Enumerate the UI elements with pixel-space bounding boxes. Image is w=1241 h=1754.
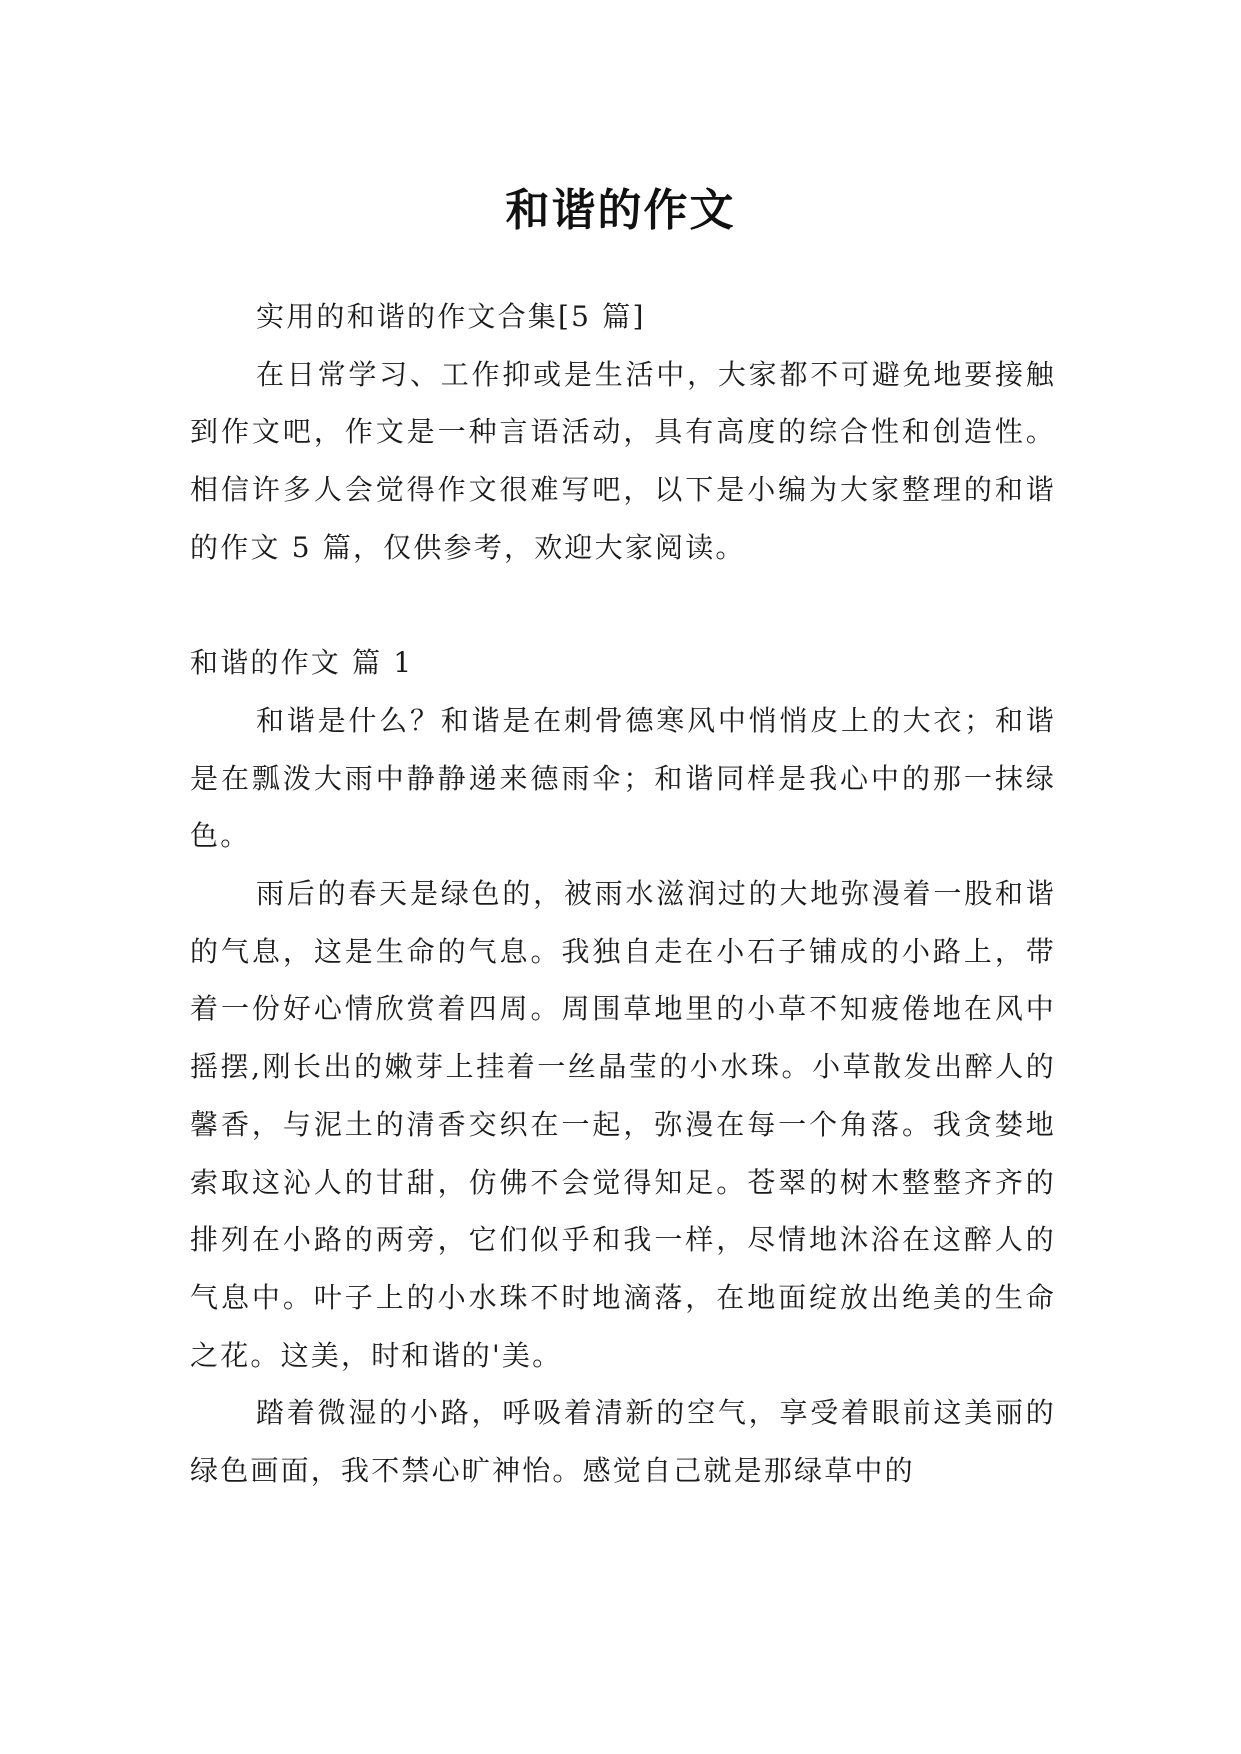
page-title: 和谐的作文: [505, 185, 736, 237]
document-body: [190, 288, 1056, 1500]
section-spacer: [190, 577, 1056, 635]
body-paragraph: 和谐是什么？和谐是在刺骨德寒风中悄悄皮上的大衣；和谐是在瓢泼大雨中静静递来德雨伞；和谐同样是我心中的那一抹绿色。: [190, 703, 1056, 853]
body-paragraph: 踏着微湿的小路，呼吸着清新的空气，享受着眼前这美丽的绿色画面，我不禁心旷神怡。感觉自己就是那绿草中的: [190, 1396, 1056, 1488]
body-paragraph: 雨后的春天是绿色的，被雨水滋润过的大地弥漫着一股和谐的气息，这是生命的气息。我独自走在小石子铺成的小路上，带着一份好心情欣赏着四周。周围草地里的小草不知疲倦地在风中摇摆,刚长出的嫩芽上挂着一丝晶莹的小水珠。小草散发出醉人的馨香，与泥土的清香交织在一起，弥漫在每一个角落。我贪婪地索取这沁人的甘甜，仿佛不会觉得知足。苍翠的树木整整齐齐的排列在小路的两旁，它们似乎和我一样，尽情地沐浴在这醉人的气息中。叶子上的小水珠不时地滴落，在地面绽放出绝美的生命之花。这美，时和谐的'美。: [190, 877, 1056, 1372]
document-subtitle: 实用的和谐的作文合集[5 篇]: [256, 300, 646, 333]
section-heading: 和谐的作文 篇 1: [190, 646, 414, 680]
intro-paragraph: 在日常学习、工作抑或是生活中，大家都不可避免地要接触到作文吧，作文是一种言语活动，具有高度的综合性和创造性。相信许多人会觉得作文很难写吧，以下是小编为大家整理的和谐的作文 5 篇，仅供参考，欢迎大家阅读。: [190, 357, 1056, 564]
